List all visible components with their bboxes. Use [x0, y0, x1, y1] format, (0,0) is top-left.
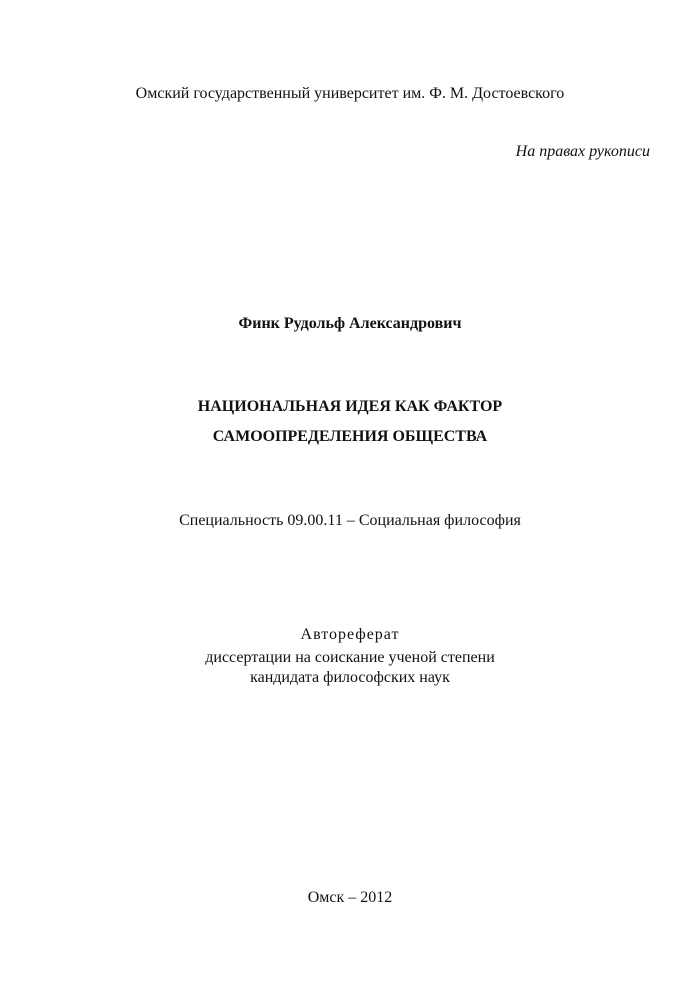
- thesis-title-line-2: САМООПРЕДЕЛЕНИЯ ОБЩЕСТВА: [212, 428, 488, 445]
- manuscript-note: На правах рукописи: [515, 143, 650, 160]
- dissertation-line-1: диссертации на соискание ученой степени: [205, 649, 495, 666]
- university-name: Омский государственный университет им. Ф. М. Достоевского: [135, 85, 565, 102]
- abstract-label: Автореферат: [300, 626, 400, 643]
- specialty: Специальность 09.00.11 – Социальная философия: [179, 512, 521, 529]
- dissertation-line-2: кандидата философских наук: [250, 669, 450, 686]
- author-name: Финк Рудольф Александрович: [238, 315, 462, 332]
- city-year: Омск – 2012: [307, 889, 393, 906]
- thesis-title-line-1: НАЦИОНАЛЬНАЯ ИДЕЯ КАК ФАКТОР: [197, 398, 503, 415]
